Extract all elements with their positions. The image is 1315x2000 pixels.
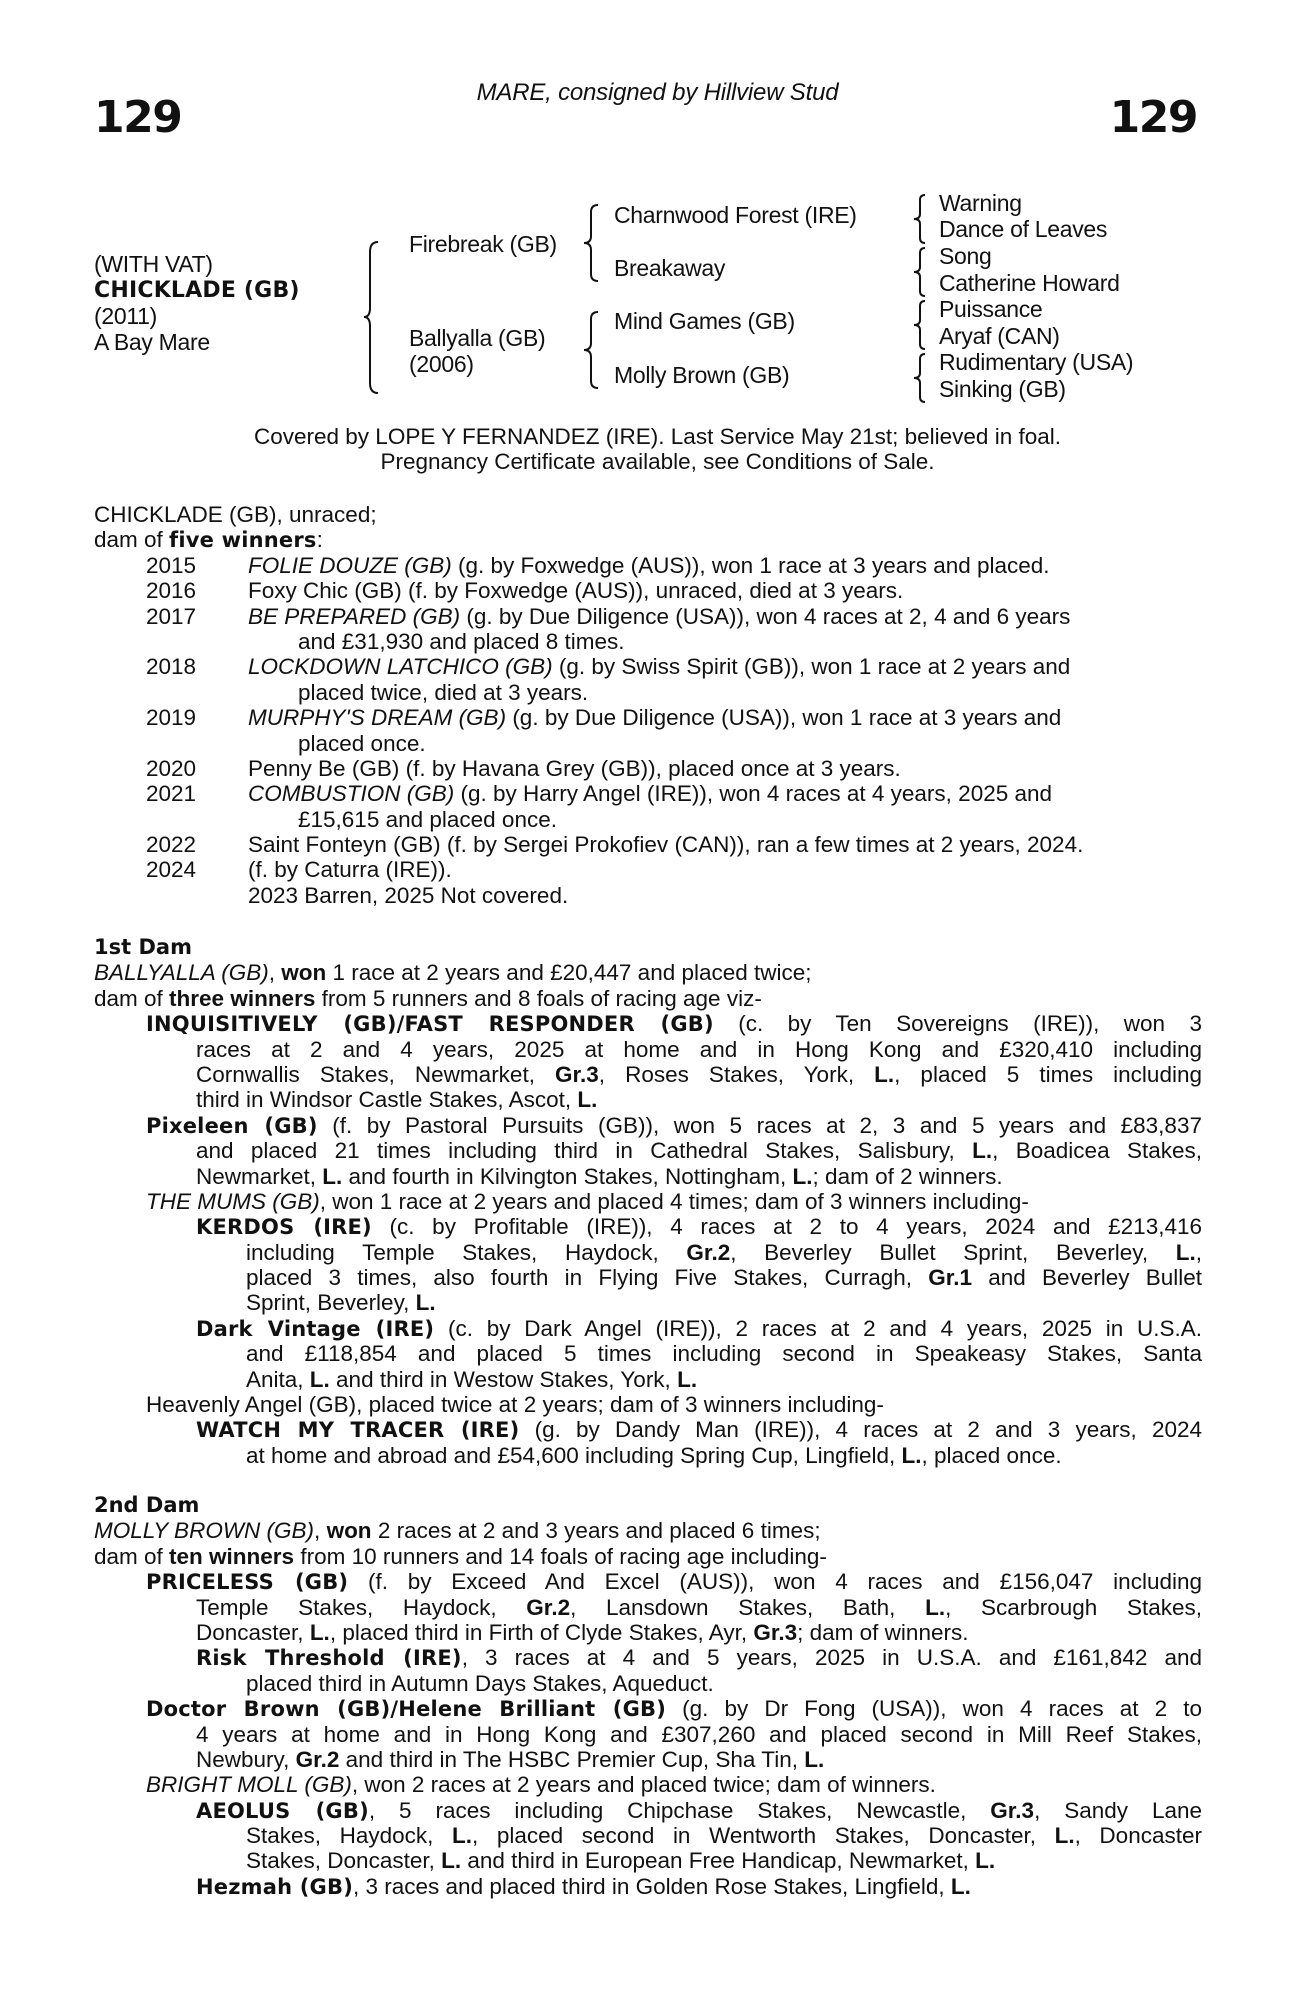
emphasis: Gr.1 [928,1265,973,1291]
text-run: ; dam of winners. [797,1619,969,1645]
produce-horse-name: Penny Be (GB) [248,755,400,781]
first-dam-lines [94,960,1202,1468]
text-run: , placed 5 times including [894,1061,1202,1087]
first-dam-line [94,1138,1202,1163]
produce-year: 2022 [146,832,197,858]
text-run: 1 race at 2 years and £20,447 and placed twice; [326,960,812,986]
dam-name: BRIGHT MOLL (GB) [146,1772,352,1798]
dam-year: (2006) [409,351,474,377]
lot-number-right: 129 [1109,92,1197,143]
produce-row [94,553,1202,578]
granddam-sire-side: Breakaway [614,255,726,281]
summary-text: dam of [94,527,170,553]
produce-year: 2019 [146,705,197,731]
winner-name: WATCH MY TRACER (IRE) [196,1418,520,1443]
text-run: (g. by Dr Fong (USA)), won 4 races at 2 to [666,1696,1202,1722]
dam-name: BALLYALLA (GB) [94,960,269,986]
text-run: , [314,1518,327,1544]
text-run: Stakes, Doncaster, [246,1848,442,1874]
emphasis: L. [972,1138,993,1164]
first-dam-heading: 1st Dam [94,935,192,959]
produce-horse-name: LOCKDOWN LATCHICO (GB) [248,654,553,680]
produce-row [94,578,1202,603]
emphasis: L. [677,1366,698,1392]
emphasis: L. [1175,1239,1196,1265]
emphasis: L. [950,1873,971,1899]
second-dam-section [94,1493,1202,1899]
emphasis: Gr.2 [295,1746,340,1772]
first-dam-line [94,1062,1202,1087]
grandsire-dam-side: Mind Games (GB) [614,308,795,334]
text-run: , 5 races including Chipchase Stakes, Newcastle, [368,1797,991,1823]
text-run: (c. by Profitable (IRE)), 4 races at 2 to 4 years, 2024 and £213,416 [371,1214,1202,1240]
produce-horse-name: COMBUSTION (GB) [248,781,455,807]
great-grandparent: Dance of Leaves [939,216,1108,242]
text-run: from 10 runners and 14 foals of racing age including- [294,1543,827,1569]
produce-row [94,604,1202,629]
emphasis: Gr.3 [753,1619,798,1645]
text-run: Anita, [246,1366,310,1392]
produce-row-continuation: placed twice, died at 3 years. [298,679,589,705]
text-run: Newmarket, [196,1163,323,1189]
emphasis: Gr.3 [990,1797,1035,1823]
second-dam-line [94,1620,1202,1645]
winner-name: Dark Vintage (IRE) [196,1316,435,1341]
great-grandparent: Sinking (GB) [939,376,1066,402]
text-run: 2 races at 2 and 3 years and placed 6 times; [371,1518,821,1544]
winner-name: INQUISITIVELY (GB)/FAST RESPONDER (GB) [146,1012,714,1037]
produce-summary [94,527,1202,552]
produce-horse-name: BE PREPARED (GB) [248,603,461,629]
great-grandparent: Puissance [939,296,1043,322]
second-dam-line [94,1722,1202,1747]
text-run: and £118,854 and placed 5 times including second in Speakeasy Stakes, Santa [246,1341,1202,1367]
first-dam-line [94,1290,1202,1315]
text-run: , [268,960,282,986]
second-dam-line [94,1569,1202,1594]
covering-line-1: Covered by LOPE Y FERNANDEZ (IRE). Last Service May 21st; believed in foal. [254,424,1061,449]
emphasis: Gr.2 [686,1239,731,1265]
produce-note: 2023 Barren, 2025 Not covered. [248,882,569,908]
first-dam-line [94,1392,1202,1417]
text-run: Newbury, [196,1746,296,1772]
emphasis: ten winners [169,1543,295,1569]
produce-row [94,756,1202,781]
produce-row-continuation: and £31,930 and placed 8 times. [298,628,625,654]
summary-winners: five winners [169,528,317,553]
text-run: , won 2 races at 2 years and placed twice; dam of winners. [351,1772,936,1798]
first-dam-line [94,1037,1202,1062]
pedigree-brace-gg4 [912,352,928,404]
text-run: from 5 runners and 8 foals of racing age viz- [315,985,762,1011]
emphasis: L. [804,1746,825,1772]
second-dam-line [94,1595,1202,1620]
first-dam-line [94,986,1202,1011]
first-dam-line [94,1087,1202,1112]
produce-details: (g. by Foxwedge (AUS)), won 1 race at 3 years and placed. [451,552,1050,578]
emphasis: L. [441,1848,462,1874]
text-run: ; dam of 2 winners. [812,1163,1003,1189]
second-dam-line [94,1645,1202,1670]
produce-horse-name: MURPHY'S DREAM (GB) [248,705,507,731]
pedigree-brace-gg2 [912,246,928,298]
text-run: and fourth in Kilvington Stakes, Nottingham, [342,1163,793,1189]
pedigree-table [94,190,1224,410]
emphasis: L. [792,1163,813,1189]
text-run: , Scarbrough Stakes, [945,1594,1202,1620]
produce-year: 2016 [146,578,197,604]
text-run: placed third in Autumn Days Stakes, Aqueduct. [246,1670,714,1696]
great-grandparent: Warning [939,190,1022,216]
produce-horse-name: FOLIE DOUZE (GB) [248,552,452,578]
text-run: , 3 races and placed third in Golden Rose Stakes, Lingfield, [353,1873,951,1899]
text-run: Cornwallis Stakes, Newmarket, [196,1061,556,1087]
produce-year: 2017 [146,603,197,629]
produce-details: (g. by Swiss Spirit (GB)), won 1 race at 2 years and [552,654,1071,680]
emphasis: L. [874,1061,895,1087]
text-run: (g. by Dandy Man (IRE)), 4 races at 2 and 3 years, 2024 [519,1417,1202,1443]
text-run: placed 3 times, also fourth in Flying Five Stakes, Curragh, [246,1265,929,1291]
text-run: (f. by Pastoral Pursuits (GB)), won 5 races at 2, 3 and 5 years and £83,837 [317,1112,1202,1138]
winner-name: Pixeleen (GB) [146,1113,318,1138]
covering-note [0,424,1315,474]
text-run: , Roses Stakes, York, [598,1061,875,1087]
text-run: and third in Westow Stakes, York, [329,1366,678,1392]
produce-horse-name: Saint Fonteyn (GB) [248,832,441,858]
emphasis: L. [975,1848,996,1874]
produce-record [94,502,1202,908]
first-dam-line [94,1164,1202,1189]
lot-number-left: 129 [94,92,182,143]
text-run: , won 1 race at 2 years and placed 4 times; dam of 3 winners including- [319,1188,1029,1214]
produce-list [94,553,1202,883]
produce-row-continuation: placed once. [298,730,426,756]
second-dam-line [94,1747,1202,1772]
pedigree-brace-sire [582,203,602,283]
produce-details: (f. by Sergei Prokofiev (CAN)), ran a few times at 2 years, 2024. [440,832,1084,858]
produce-row [94,654,1202,679]
pedigree-brace-dam [582,310,602,390]
text-run: , placed second in Wentworth Stakes, Doncaster, [472,1823,1055,1849]
produce-row-continuation: £15,615 and placed once. [298,806,557,832]
produce-row [94,857,1202,882]
first-dam-section [94,935,1202,1468]
emphasis: Gr.2 [526,1594,571,1620]
second-dam-line [94,1772,1202,1797]
text-run: Heavenly Angel (GB), placed twice at 2 years; dam of 3 winners including- [146,1392,884,1418]
second-dam-line [94,1823,1202,1848]
winner-name: KERDOS (IRE) [196,1215,372,1240]
text-run: dam of [94,985,170,1011]
emphasis: won [326,1518,372,1544]
produce-row [94,705,1202,730]
text-run: , 3 races at 4 and 5 years, 2025 in U.S.A. and £161,842 and [461,1645,1202,1671]
second-dam-line [94,1798,1202,1823]
emphasis: L. [901,1442,922,1468]
pedigree-brace-gg1 [912,193,928,245]
produce-horse-name: Foxy Chic (GB) [248,578,402,604]
produce-year: 2018 [146,654,197,680]
emphasis: won [281,960,327,986]
text-run: (c. by Dark Angel (IRE)), 2 races at 2 and 4 years, 2025 in U.S.A. [434,1315,1203,1341]
emphasis: L. [452,1823,473,1849]
pedigree-brace-main [362,240,382,395]
produce-details: (f. by Caturra (IRE)). [248,857,452,883]
emphasis: L. [309,1619,330,1645]
great-grandparent: Aryaf (CAN) [939,323,1060,349]
text-run: and third in European Free Handicap, Newmarket, [461,1848,976,1874]
winner-name: Risk Threshold (IRE) [196,1646,462,1671]
consignor-heading: MARE, consigned by Hillview Stud [476,79,839,106]
produce-year: 2015 [146,552,197,578]
foaling-year: (2011) [94,303,157,329]
first-dam-line [94,1011,1202,1036]
horse-description: A Bay Mare [94,329,210,355]
first-dam-line [94,1341,1202,1366]
dam-name: Ballyalla (GB) [409,325,546,351]
text-run: , Sandy Lane [1034,1797,1202,1823]
sire-name: Firebreak (GB) [409,231,557,257]
text-run: , placed once. [921,1442,1062,1468]
second-dam-lines [94,1518,1202,1899]
dam-name: THE MUMS (GB) [146,1188,320,1214]
produce-row [94,832,1202,857]
produce-details: (g. by Harry Angel (IRE)), won 4 races at 4 years, 2025 and [454,781,1053,807]
first-dam-line [94,1443,1202,1468]
winner-name: PRICELESS (GB) [146,1570,349,1595]
text-run: and Beverley Bullet [972,1265,1202,1291]
dam-name: MOLLY BROWN (GB) [94,1518,315,1544]
text-run: 4 years at home and in Hong Kong and £307,260 and placed second in Mill Reef Stakes, [196,1721,1202,1747]
first-dam-line [94,960,1202,985]
text-run: and third in The HSBC Premier Cup, Sha Tin, [339,1746,805,1772]
granddam-dam-side: Molly Brown (GB) [614,362,790,388]
text-run: , [1195,1239,1202,1265]
great-grandparent: Rudimentary (USA) [939,349,1134,375]
emphasis: Gr.3 [555,1061,599,1087]
first-dam-line [94,1417,1202,1442]
emphasis: L. [322,1163,343,1189]
second-dam-line [94,1874,1202,1899]
winner-name: Doctor Brown (GB)/Helene Brilliant (GB) [146,1697,667,1722]
second-dam-line [94,1544,1202,1569]
produce-details: (f. by Foxwedge (AUS)), unraced, died at 3 years. [401,578,904,604]
produce-details: (g. by Due Diligence (USA)), won 1 race at 3 years and [506,705,1062,731]
text-run: Temple Stakes, Haydock, [196,1594,527,1620]
winner-name: AEOLUS (GB) [196,1798,369,1823]
text-run: , placed third in Firth of Clyde Stakes, Ayr, [329,1619,754,1645]
text-run: Stakes, Haydock, [246,1823,453,1849]
produce-year: 2024 [146,857,197,883]
first-dam-line [94,1265,1202,1290]
text-run: dam of [94,1543,170,1569]
horse-name: CHICKLADE (GB) [94,278,300,303]
produce-year: 2021 [146,781,197,807]
produce-row [94,781,1202,806]
first-dam-line [94,1240,1202,1265]
text-run: , Beverley Bullet Sprint, Beverley, [730,1239,1176,1265]
summary-text: : [316,527,323,553]
produce-intro: CHICKLADE (GB), unraced; [94,502,377,527]
emphasis: three winners [169,985,316,1011]
first-dam-line [94,1367,1202,1392]
vat-note: (WITH VAT) [94,251,213,277]
text-run: Sprint, Beverley, [246,1290,416,1316]
second-dam-line [94,1696,1202,1721]
second-dam-line [94,1518,1202,1543]
text-run: , Boadicea Stakes, [992,1138,1202,1164]
grandsire-sire-side: Charnwood Forest (IRE) [614,202,857,228]
text-run: third in Windsor Castle Stakes, Ascot, [196,1087,578,1113]
text-run: races at 2 and 4 years, 2025 at home and in Hong Kong and £320,410 including [196,1036,1202,1062]
second-dam-line [94,1848,1202,1873]
great-grandparent: Song [939,243,992,269]
text-run: (f. by Exceed And Excel (AUS)), won 4 races and £156,047 including [348,1569,1202,1595]
emphasis: L. [309,1366,330,1392]
great-grandparent: Catherine Howard [939,270,1120,296]
second-dam-line [94,1671,1202,1696]
text-run: (c. by Ten Sovereigns (IRE)), won 3 [713,1011,1202,1037]
winner-name: Hezmah (GB) [196,1874,353,1899]
text-run: , Lansdown Stakes, Bath, [570,1594,926,1620]
emphasis: L. [415,1290,436,1316]
emphasis: L. [1054,1823,1075,1849]
text-run: and placed 21 times including third in Cathedral Stakes, Salisbury, [196,1138,973,1164]
first-dam-line [94,1214,1202,1239]
text-run: Doncaster, [196,1619,310,1645]
produce-year: 2020 [146,755,197,781]
text-run: including Temple Stakes, Haydock, [246,1239,687,1265]
first-dam-line [94,1189,1202,1214]
text-run: , Doncaster [1074,1823,1202,1849]
first-dam-line [94,1316,1202,1341]
text-run: at home and abroad and £54,600 including Spring Cup, Lingfield, [246,1442,902,1468]
emphasis: L. [925,1594,946,1620]
first-dam-line [94,1113,1202,1138]
produce-details: (g. by Due Diligence (USA)), won 4 races at 2, 4 and 6 years [460,603,1071,629]
second-dam-heading: 2nd Dam [94,1493,200,1517]
pedigree-brace-gg3 [912,299,928,351]
covering-line-2: Pregnancy Certificate available, see Conditions of Sale. [380,449,935,474]
emphasis: L. [577,1087,598,1113]
produce-details: (f. by Havana Grey (GB)), placed once at 3 years. [399,755,901,781]
